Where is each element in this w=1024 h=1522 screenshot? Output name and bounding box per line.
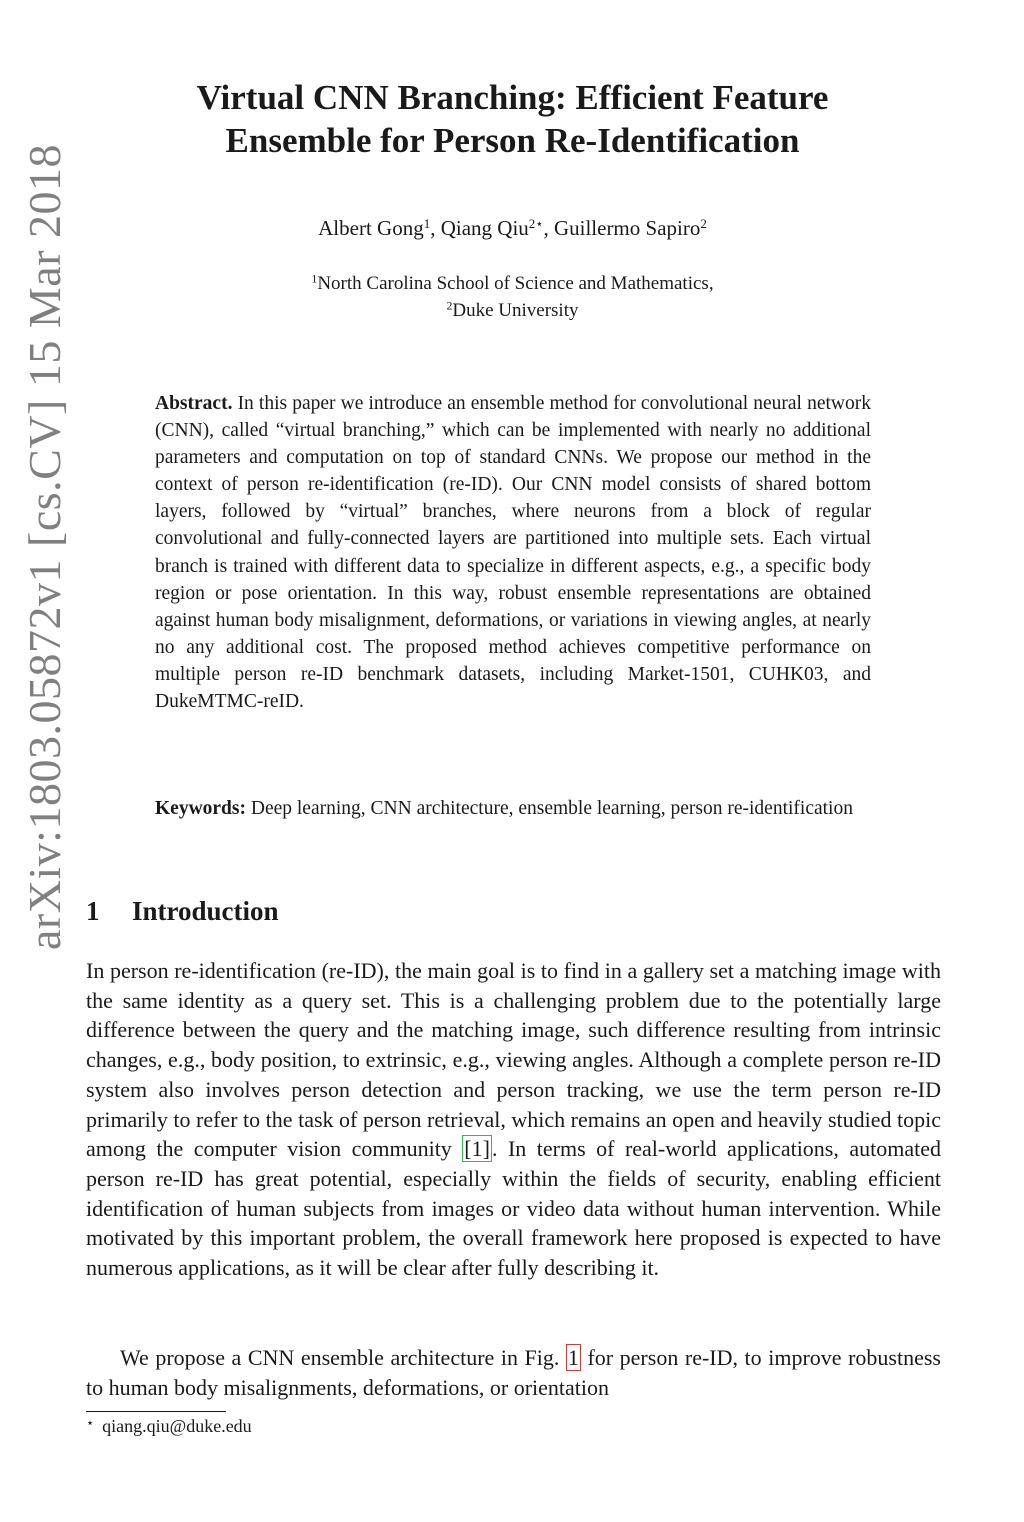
- section-title: Introduction: [132, 896, 279, 926]
- abstract: [155, 390, 871, 715]
- author-list: [150, 216, 875, 241]
- section-heading: [86, 896, 279, 927]
- citation-link[interactable]: [1]: [464, 1136, 490, 1162]
- keywords: [155, 795, 871, 822]
- footnote-email: qiang.qiu@duke.edu: [102, 1416, 252, 1436]
- intro-paragraph-2: We propose a CNN ensemble architecture in Fig. 1 for person re-ID, to improve robustness to human body misalignments, deformations, or orientation: [86, 1345, 941, 1400]
- footnote-mark: ⋆: [86, 1415, 95, 1430]
- footnote-rule: [86, 1411, 226, 1412]
- affiliation: $^1$North Carolina School of Science and Mathematics,: [311, 272, 714, 294]
- figure-link[interactable]: 1: [567, 1345, 579, 1370]
- affiliations: [150, 270, 875, 324]
- abstract-text: In this paper we introduce an ensemble method for convolutional neural network (CNN), called “virtual branching,” which can be implemented with nearly no additional parameters and computation on top of standard CNNs. We propose our method in the context of person re-identification (re-ID). Our CNN model consists of shared bottom layers, followed by “virtual” branches, where neurons from a block of regular convolutional and fully-connected layers are partitioned into multiple sets. Each virtual branch is trained with different data to specialize in different aspects, e.g., a specific body region or pose orientation. In this way, robust ensemble representations are obtained against human body misalignment, deformations, or variations in viewing angles, at nearly no any additional cost. The proposed method achieves competitive performance on multiple person re-ID benchmark datasets, including Market-1501, CUHK03, and DukeMTMC-reID.: [155, 393, 871, 713]
- paper-title: [120, 76, 905, 162]
- intro-paragraph-1: In person re-identification (re-ID), the main goal is to find in a gallery set a matching image with the same identity as a query set. This is a challenging problem due to the potentially large difference between the query and the matching image, such difference resulting from intrinsic changes, e.g., body position, to extrinsic, e.g., viewing angles. Although a complete person re-ID system also involves person detection and person tracking, we use the term person re-ID primarily to refer to the task of person retrieval, which remains an open and heavily studied topic among the computer vision community [1]. In terms of real-world applications, automated person re-ID has great potential, especially within the fields of security, enabling efficient identification of human subjects from images or video data without human intervention. While motivated by this important problem, the overall framework here proposed is expected to have numerous applications, as it will be clear after fully describing it.: [86, 958, 941, 1281]
- footnote: [86, 1415, 252, 1437]
- title-line-1: Virtual CNN Branching: Efficient Feature: [196, 78, 829, 117]
- author: Qiang Qiu$^{2⋆}$,: [440, 215, 554, 240]
- title-line-2: Ensemble for Person Re-Identification: [225, 121, 800, 160]
- author: Albert Gong$^1$,: [318, 215, 441, 240]
- affiliation: $^2$Duke University: [446, 299, 579, 321]
- section-number: 1: [86, 896, 100, 926]
- author: Guillermo Sapiro$^2$: [553, 215, 707, 240]
- abstract-label: Abstract.: [155, 393, 233, 414]
- keywords-text: Deep learning, CNN architecture, ensemble learning, person re-identification: [250, 798, 853, 819]
- arxiv-stamp: arXiv:1803.05872v1 [cs.CV] 15 Mar 2018: [19, 143, 70, 950]
- keywords-label: Keywords:: [155, 798, 246, 819]
